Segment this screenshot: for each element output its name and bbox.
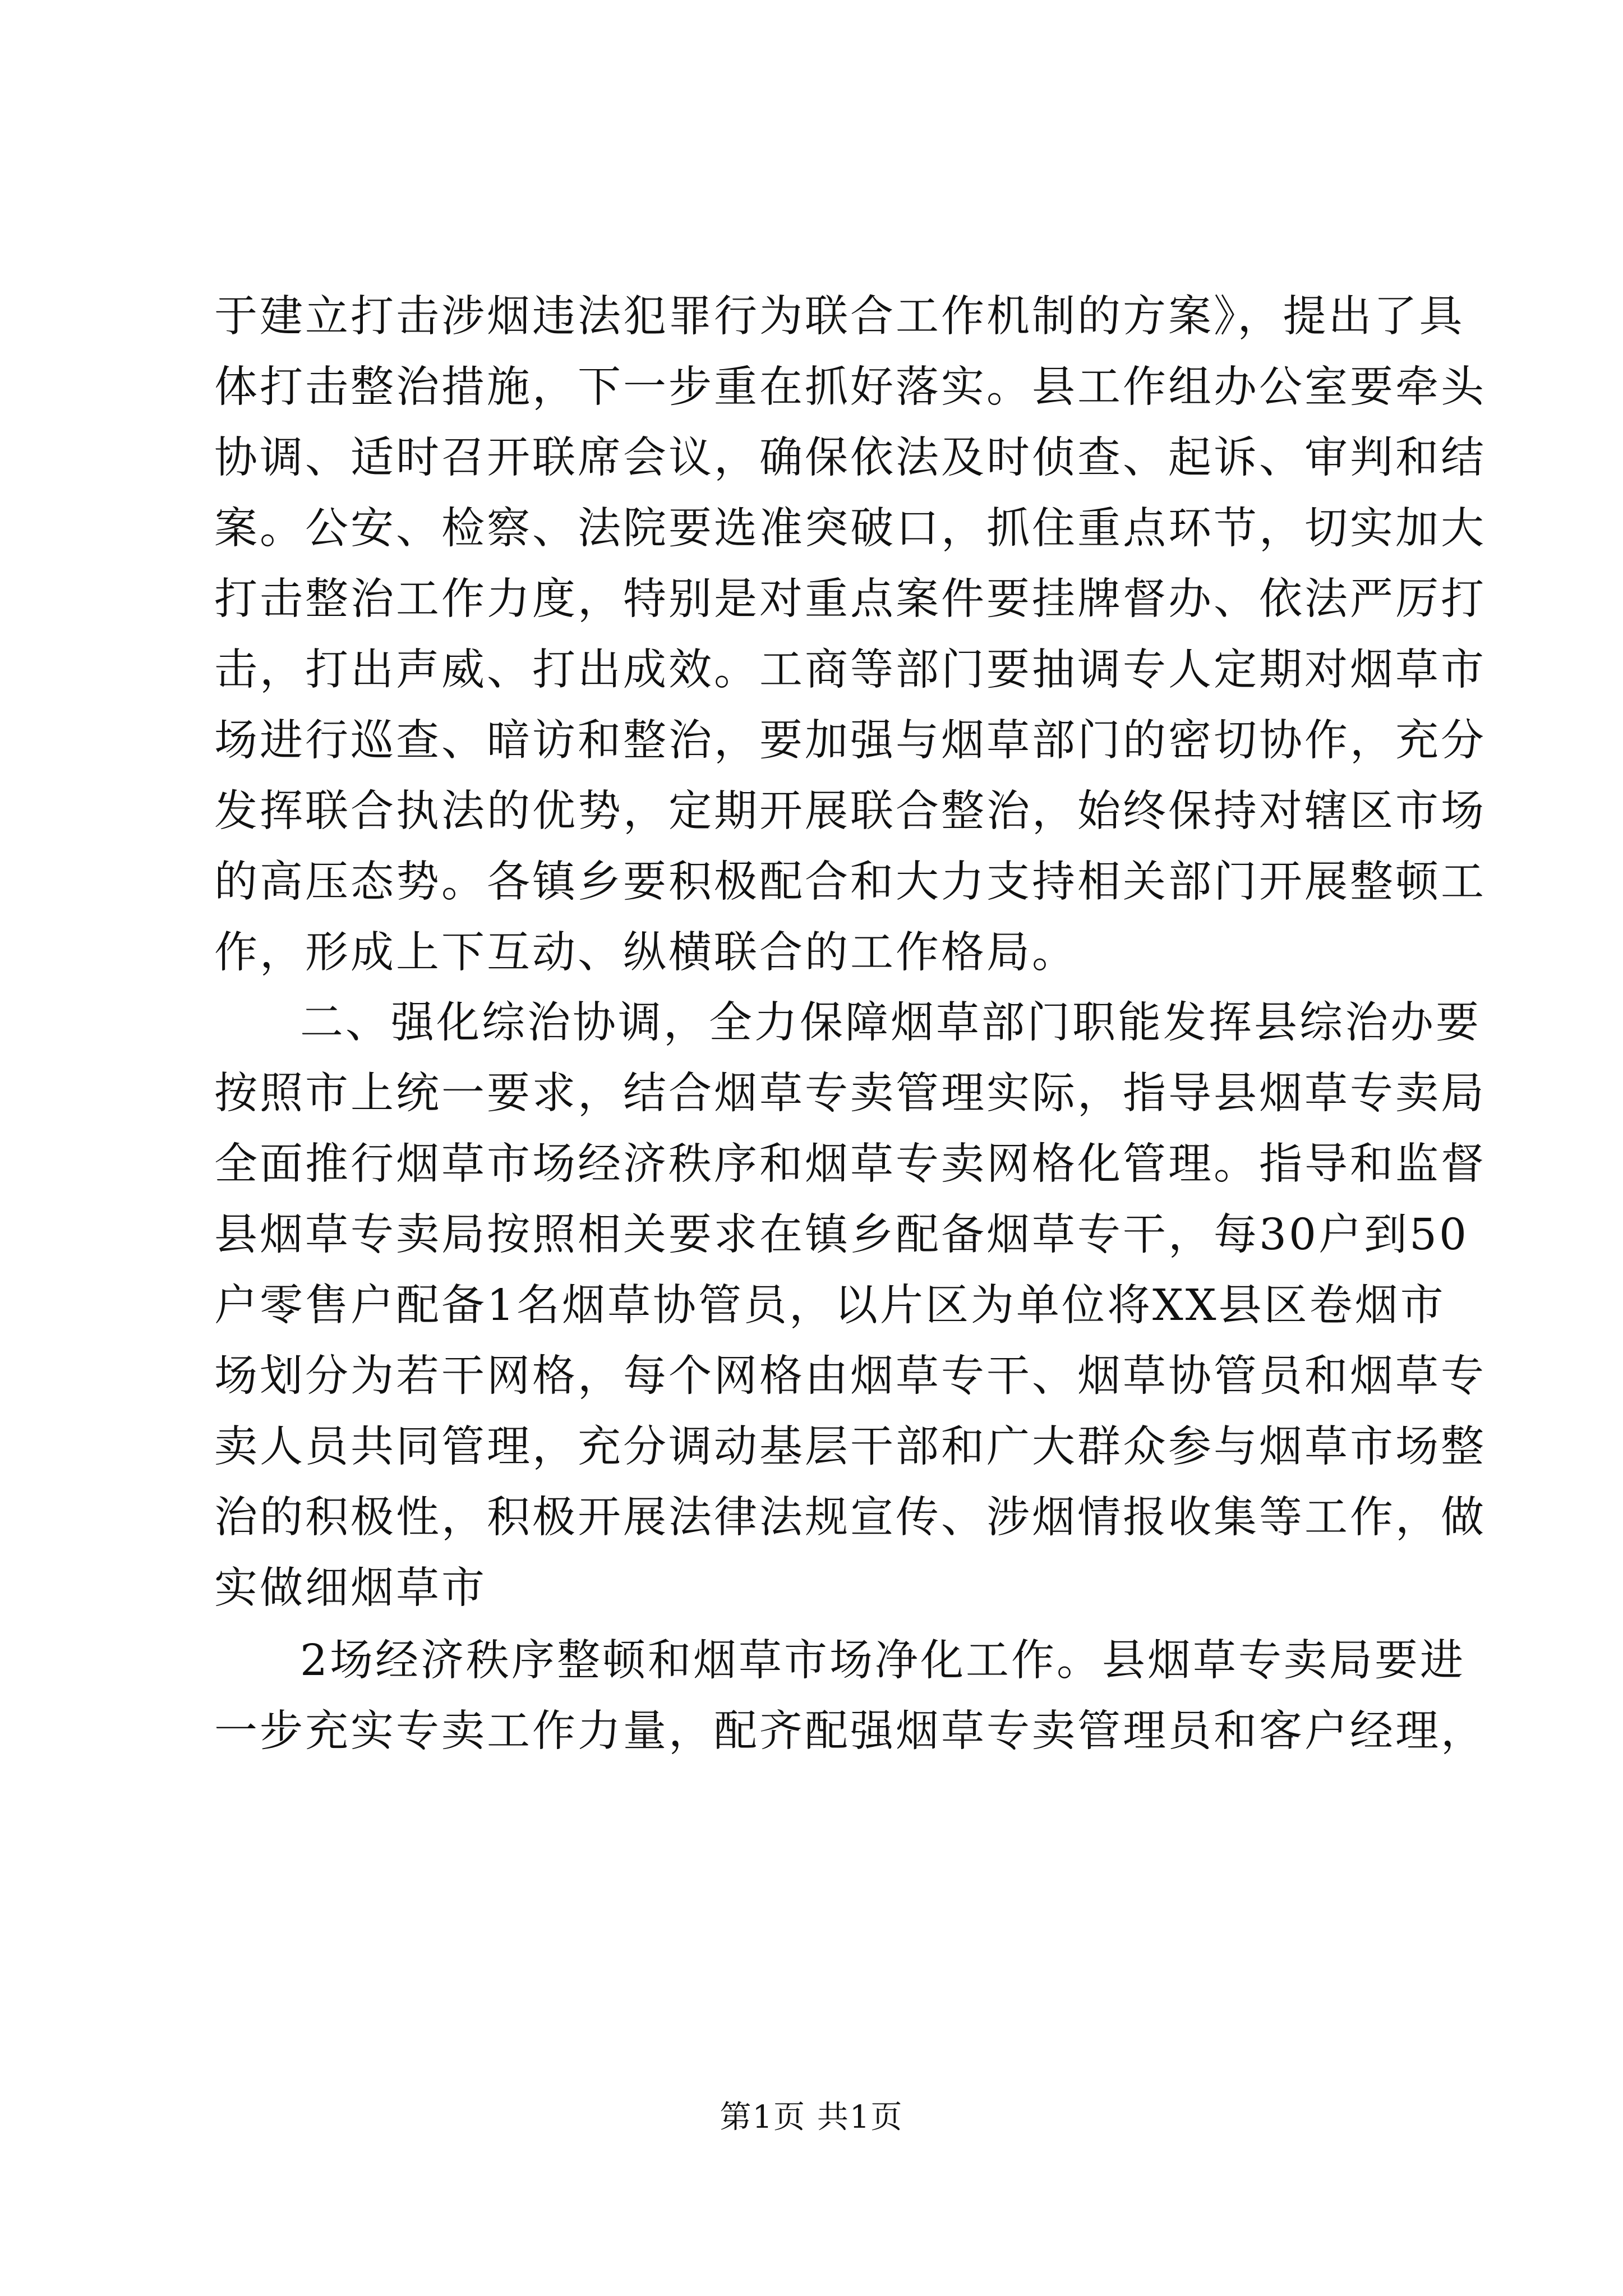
page-footer: 第1页 共1页 [720,2099,903,2136]
text-line: 卖人员共同管理，充分调动基层干部和广大群众参与烟草市场整 [214,1422,1486,1472]
text-line: 作，形成上下互动、纵横联合的工作格局。 [214,928,1077,978]
text-line: 场进行巡查、暗访和整治，要加强与烟草部门的密切协作，充分 [214,716,1486,766]
text-line: 的高压态势。各镇乡要积极配合和大力支持相关部门开展整顿工 [214,857,1486,907]
text-line: 案。公安、检察、法院要选准突破口，抓住重点环节，切实加大 [214,504,1486,554]
text-line: 打击整治工作力度，特别是对重点案件要挂牌督办、依法严厉打 [214,574,1486,624]
text-line: 协调、适时召开联席会议，确保依法及时侦查、起诉、审判和结 [214,433,1486,483]
text-line: 击，打出声威、打出成效。工商等部门要抽调专人定期对烟草市 [214,645,1486,695]
text-line: 县烟草专卖局按照相关要求在镇乡配备烟草专干，每30户到50 [214,1210,1469,1260]
paragraph-first-line: 二、强化综治协调，全力保障烟草部门职能发挥县综治办要 [300,998,1481,1048]
text-line: 户零售户配备1名烟草协管员，以片区为单位将XX县区卷烟市 [214,1281,1446,1331]
paragraph-first-line: 2场经济秩序整顿和烟草市场净化工作。县烟草专卖局要进 [300,1636,1465,1686]
text-line: 于建立打击涉烟违法犯罪行为联合工作机制的方案》，提出了具 [214,292,1465,342]
text-line: 治的积极性，积极开展法律法规宣传、涉烟情报收集等工作，做 [214,1493,1486,1543]
text-line: 按照市上统一要求，结合烟草专卖管理实际，指导县烟草专卖局 [214,1069,1486,1119]
text-line: 体打击整治措施，下一步重在抓好落实。县工作组办公室要牵头 [214,362,1486,412]
text-line: 发挥联合执法的优势，定期开展联合整治，始终保持对辖区市场 [214,786,1486,836]
text-line: 实做细烟草市 [214,1563,487,1613]
text-line: 一步充实专卖工作力量，配齐配强烟草专卖管理员和客户经理， [214,1706,1486,1756]
text-line: 全面推行烟草市场经济秩序和烟草专卖网格化管理。指导和监督 [214,1139,1486,1189]
text-line: 场划分为若干网格，每个网格由烟草专干、烟草协管员和烟草专 [214,1351,1486,1401]
